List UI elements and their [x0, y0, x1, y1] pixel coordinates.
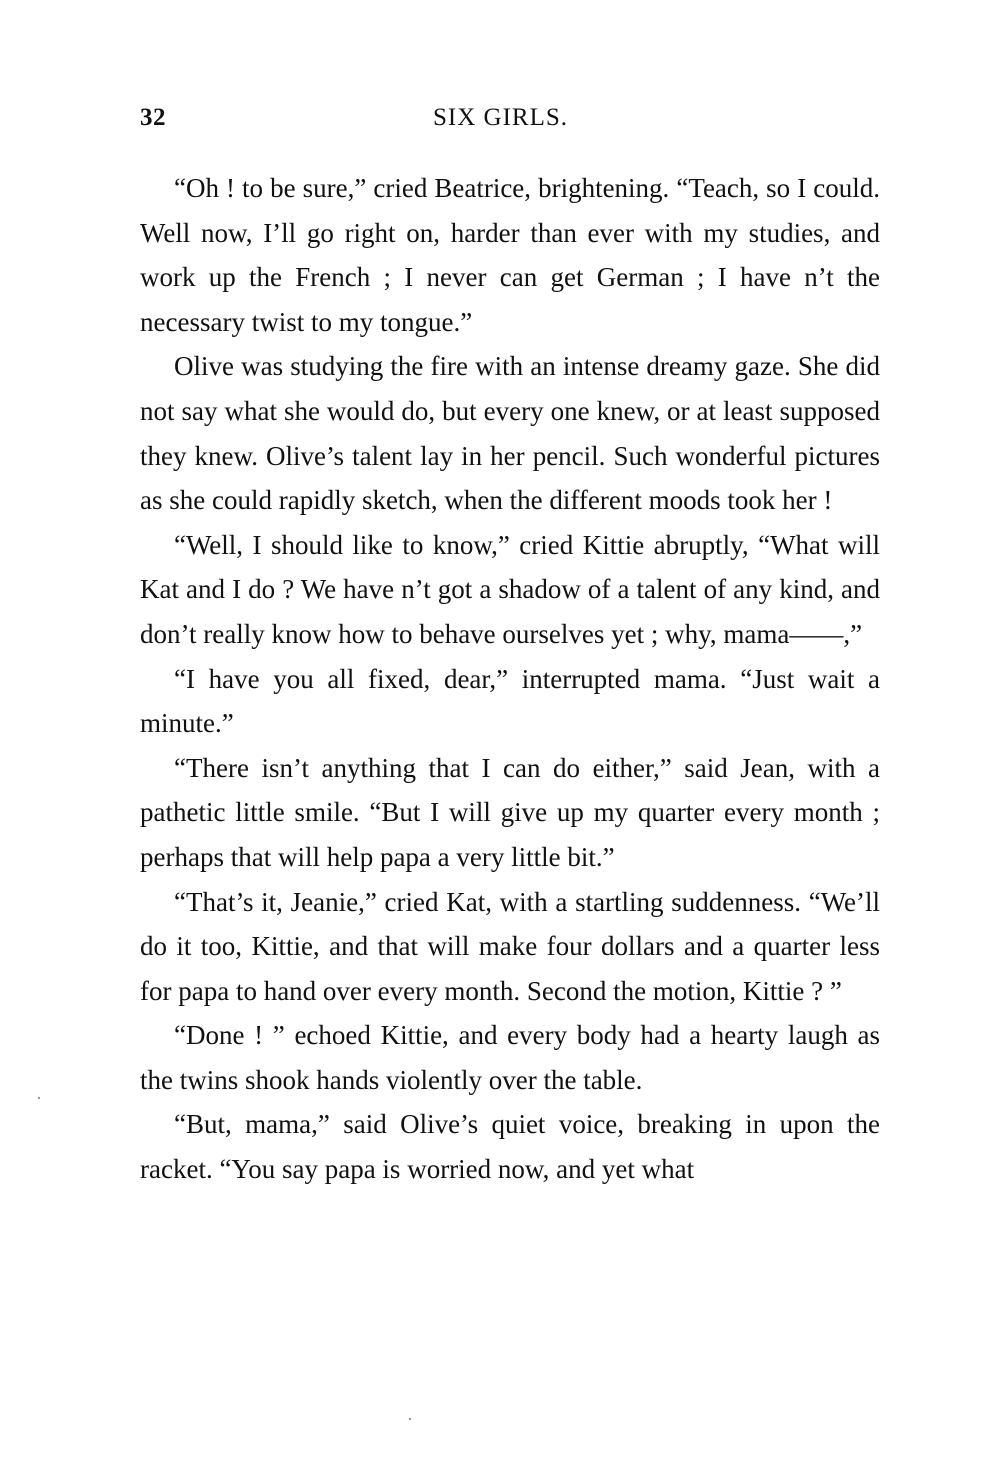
page-header	[140, 104, 880, 138]
scan-speck	[38, 1097, 40, 1099]
paragraph: “There isn’t anything that I can do either,” said Jean, with a pathetic little smile. “But I will give up my quarter every month ; perhaps that will help papa a very little bit.”	[140, 752, 880, 872]
page-number: 32	[140, 104, 166, 131]
body-text	[140, 166, 880, 1192]
paragraph: “Well, I should like to know,” cried Kittie abruptly, “What will Kat and I do ? We have n’t got a shadow of a talent of any kind, and don’t really know how to behave ourselves yet ; why, mama——,”	[140, 529, 880, 649]
paragraph: “Oh ! to be sure,” cried Beatrice, brightening. “Teach, so I could. Well now, I’ll go right on, harder than ever with my studies, and work up the French ; I never can get German ; I have n’t the necessary twist to my tongue.”	[140, 173, 880, 337]
paragraph: “That’s it, Jeanie,” cried Kat, with a startling suddenness. “We’ll do it too, Kittie, and that will make four dollars and a quarter less for papa to hand over every month. Second the motion, Kittie ? ”	[140, 886, 880, 1006]
paragraph: “I have you all fixed, dear,” interrupted mama. “Just wait a minute.”	[140, 663, 880, 739]
running-title: SIX GIRLS.	[433, 104, 569, 131]
paragraph: Olive was studying the fire with an intense dreamy gaze. She did not say what she would do, but every one knew, or at least supposed they knew. Olive’s talent lay in her pencil. Such wonderful pictures as she could rapidly sketch, when the different moods took her !	[140, 351, 880, 516]
scan-speck	[409, 1418, 411, 1420]
paragraph: “But, mama,” said Olive’s quiet voice, breaking in upon the racket. “You say papa is worried now, and yet what	[140, 1109, 880, 1185]
paragraph: “Done ! ” echoed Kittie, and every body had a hearty laugh as the twins shook hands violently over the table.	[140, 1020, 880, 1095]
